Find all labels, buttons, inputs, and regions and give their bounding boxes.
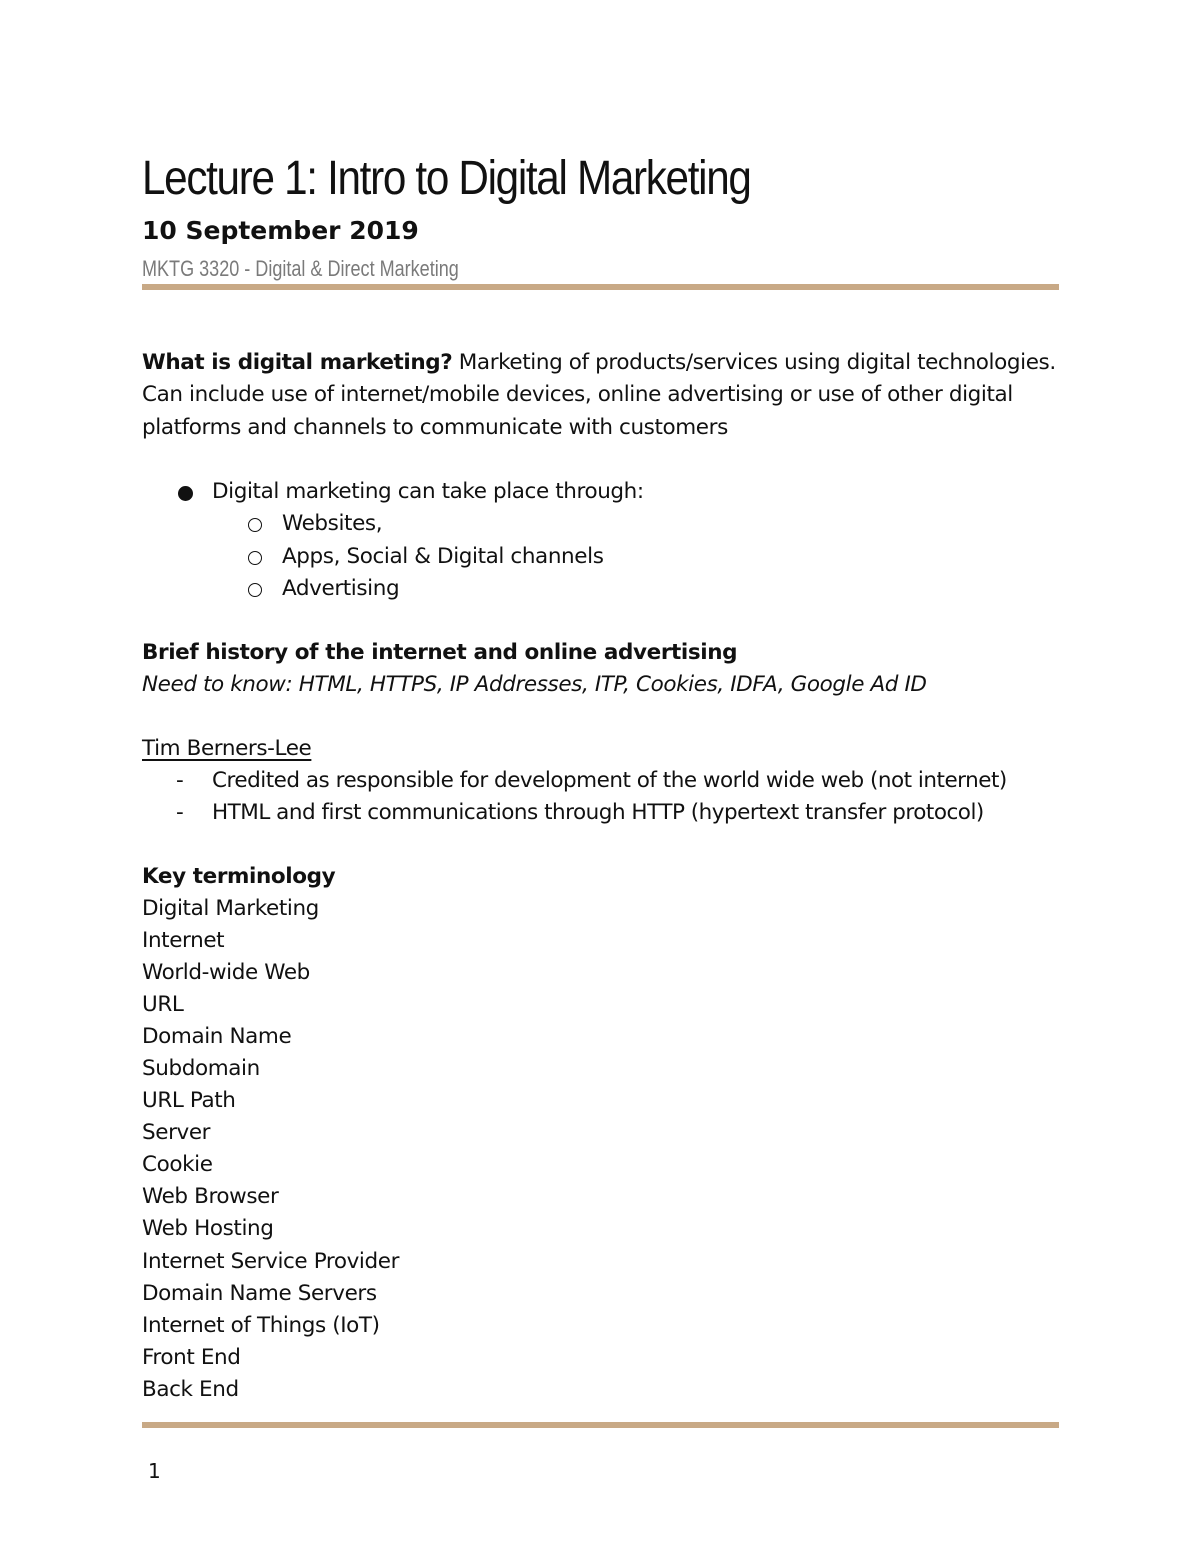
footer-divider [142, 1422, 1059, 1428]
lecture-date: 10 September 2019 [142, 216, 419, 245]
list-item [142, 573, 1062, 605]
list-item [142, 476, 1062, 508]
term-item: Front End [142, 1344, 241, 1370]
term-item: Cookie [142, 1152, 213, 1178]
list-item-label: Credited as responsible for development of the world wide web (not internet) [212, 768, 1007, 793]
term-item: Internet of Things (IoT) [142, 1312, 380, 1338]
need-to-know: Need to know: HTML, HTTPS, IP Addresses, ITP, Cookies, IDFA, Google Ad ID [142, 672, 927, 697]
list-item [142, 765, 1082, 797]
channels-list [142, 476, 1062, 605]
intro-question: What is digital marketing? [142, 350, 453, 375]
intro-answer: Marketing of products/services using digital technologies. Can include use of internet/mobile devices, online advertising or use of other digital platforms and channels to communicate with customers [142, 350, 1056, 440]
history-heading: Brief history of the internet and online advertising [142, 640, 738, 665]
term-item: Internet [142, 928, 225, 954]
term-item: Digital Marketing [142, 896, 319, 921]
dash-bullet-icon: - [176, 800, 184, 826]
term-item: Server [142, 1120, 211, 1146]
term-item: World-wide Web [142, 960, 310, 986]
history-points [142, 765, 1082, 830]
term-item: Internet Service Provider [142, 1248, 400, 1274]
list-item-label: Advertising [282, 575, 400, 601]
list-item-label: Apps, Social & Digital channels [282, 543, 604, 569]
terminology-heading: Key terminology [142, 864, 336, 889]
term-item: Subdomain [142, 1056, 260, 1082]
list-item-label: Websites, [282, 511, 383, 537]
term-item: Web Hosting [142, 1216, 274, 1242]
list-item-label: Digital marketing can take place through: [212, 479, 644, 504]
term-item: Domain Name [142, 1024, 292, 1050]
terminology-list [142, 893, 742, 1406]
hollow-bullet-icon [248, 583, 262, 597]
list-item [142, 797, 1082, 829]
intro-paragraph [142, 347, 1062, 444]
dash-bullet-icon: - [176, 768, 184, 793]
course-name: MKTG 3320 - Digital & Direct Marketing [142, 256, 459, 281]
person-heading: Tim Berners-Lee [142, 736, 312, 761]
page-title: Lecture 1: Intro to Digital Marketing [142, 152, 751, 205]
page-number: 1 [148, 1459, 161, 1483]
hollow-bullet-icon [248, 518, 262, 532]
filled-bullet-icon [178, 486, 193, 501]
term-item: Domain Name Servers [142, 1280, 377, 1306]
list-item [142, 508, 1062, 540]
term-item: URL [142, 992, 184, 1018]
header-divider [142, 284, 1059, 290]
term-item: Back End [142, 1376, 239, 1402]
list-item [142, 541, 1062, 573]
hollow-bullet-icon [248, 551, 262, 565]
term-item: Web Browser [142, 1184, 279, 1210]
term-item: URL Path [142, 1088, 236, 1114]
list-item-label: HTML and first communications through HTTP (hypertext transfer protocol) [212, 800, 984, 826]
